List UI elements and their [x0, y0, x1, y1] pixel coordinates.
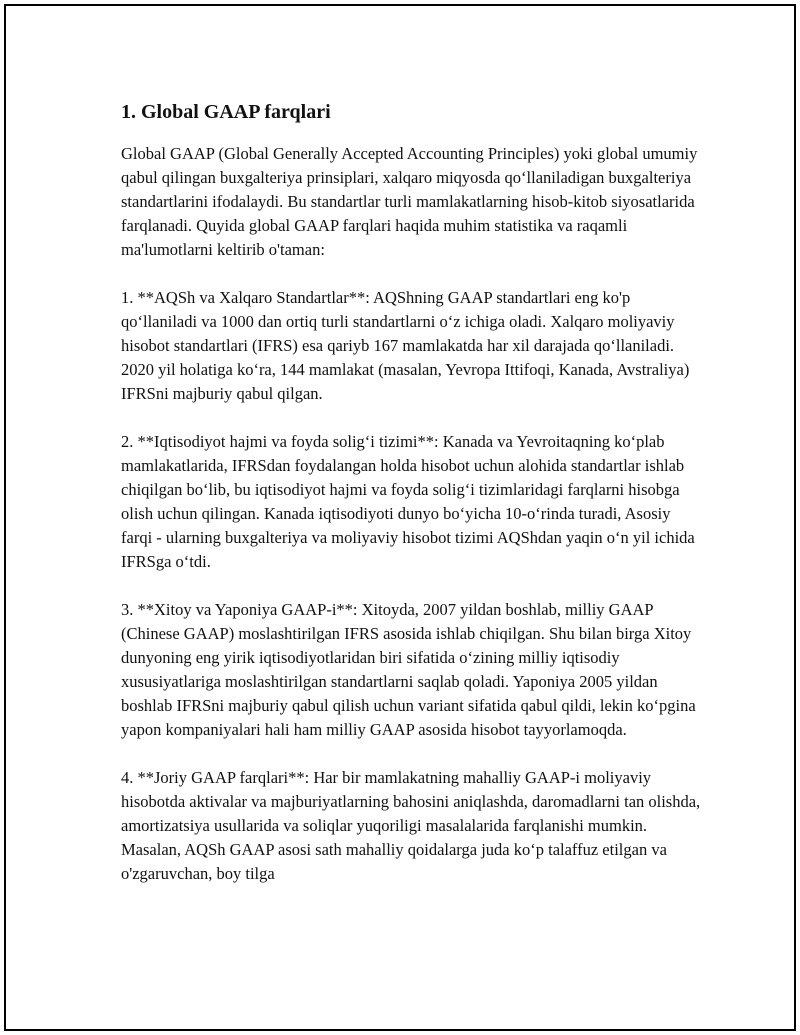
paragraph-current-gaap: 4. **Joriy GAAP farqlari**: Har bir mamlakatning mahalliy GAAP-i moliyaviy hisobotda aktivalar va majburiyatlarning bahosini aniqlashda, daromadlarni tan olishda, amortizatsiya usullarida va soliqlar yuqoriligi masalalarida farqlanishi mumkin. Masalan, AQSh GAAP asosi sath mahalliy qoidalarga juda ko‘p talaffuz etilgan va o'zgaruvchan, boy tilga [121, 768, 701, 883]
paragraph-usa-international: 1. **AQSh va Xalqaro Standartlar**: AQShning GAAP standartlari eng ko'p qo‘llaniladi va 1000 dan ortiq turli standartlarni o‘z ichiga oladi. Xalqaro moliyaviy hisobot standartlari (IFRS) esa qariyb 167 mamlakatda har xil darajada qo‘llaniladi. 2020 yil holatiga ko‘ra, 144 mamlakat (masalan, Yevropa Ittifoqi, Kanada, Avstraliya) IFRSni majburiy qabul qilgan. [121, 288, 690, 403]
page-frame [4, 4, 796, 1031]
paragraph-economy-tax: 2. **Iqtisodiyot hajmi va foyda solig‘i tizimi**: Kanada va Yevroitaqning ko‘plab mamlakatlarida, IFRSdan foydalangan holda hisobot uchun alohida standartlar ishlab chiqilgan bo‘lib, bu iqtisodiyot hajmi va foyda solig‘i tizimlaridagi farqlarni hisobga olish uchun qilingan. Kanada iqtisodiyoti dunyo bo‘yicha 10-o‘rinda turadi, Asosiy farqi - ularning buxgalteriya va moliyaviy hisobot tizimi AQShdan yaqin o‘n yil ichida IFRSga o‘tdi. [121, 432, 695, 571]
section-heading: 1. Global GAAP farqlari [121, 101, 331, 123]
document-body [121, 98, 701, 886]
intro-paragraph: Global GAAP (Global Generally Accepted Accounting Principles) yoki global umumiy qabul qilingan buxgalteriya prinsiplari, xalqaro miqyosda qo‘llaniladigan buxgalteriya standartlarini ifodalaydi. Bu standartlar turli mamlakatlarning hisob-kitob siyosatlarida farqlanadi. Quyida global GAAP farqlari haqida muhim statistika va raqamli ma'lumotlarni keltirib o'taman: [121, 144, 698, 259]
paragraph-china-japan: 3. **Xitoy va Yaponiya GAAP-i**: Xitoyda, 2007 yildan boshlab, milliy GAAP (Chinese GAAP) moslashtirilgan IFRS asosida ishlab chiqilgan. Shu bilan birga Xitoy dunyoning eng yirik iqtisodiyotlaridan biri sifatida o‘zining milliy iqtisodiy xususiyatlariga moslashtirilgan standartlarni saqlab qoladi. Yaponiya 2005 yildan boshlab IFRSni majburiy qabul qilish uchun variant sifatida qabul qildi, lekin ko‘pgina yapon kompaniyalari hali ham milliy GAAP asosida hisobot tayyorlamoqda. [121, 600, 696, 739]
